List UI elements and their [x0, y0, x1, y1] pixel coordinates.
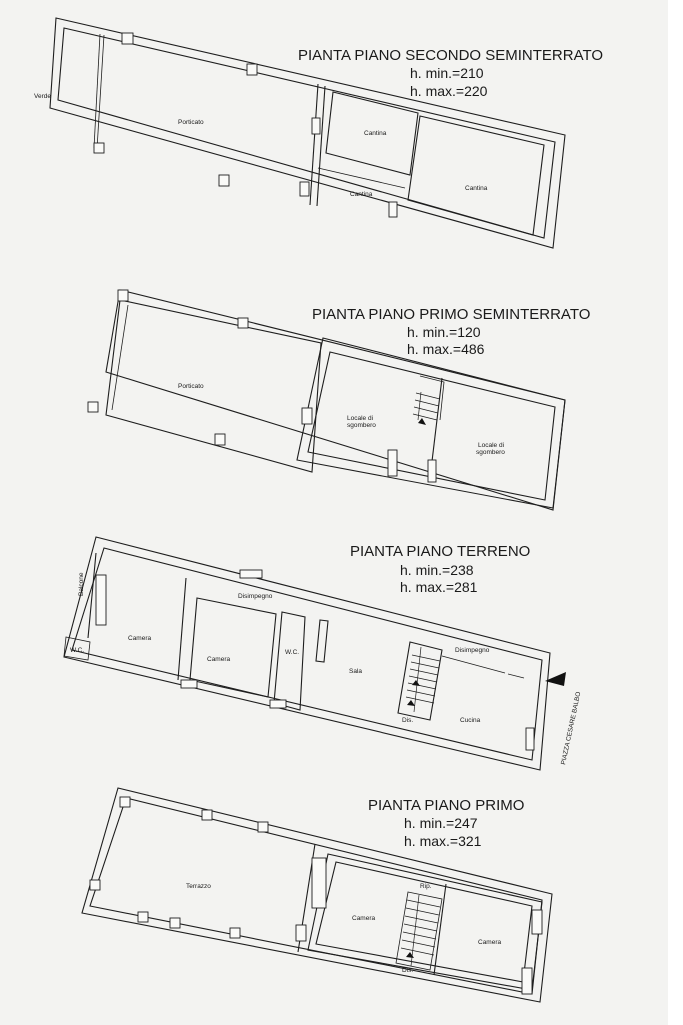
plan1-verde-divider-2: [97, 35, 104, 149]
height-min: h. min.=120: [407, 324, 481, 340]
plan4-stair: [401, 895, 440, 966]
room-label: [347, 415, 376, 429]
height-min: h. min.=247: [404, 815, 478, 831]
pillar: [170, 918, 180, 928]
height-min: h. min.=238: [400, 562, 474, 578]
plan2-stair: [413, 392, 440, 420]
plan-title: PIANTA PIANO SECONDO SEMINTERRATO: [298, 47, 604, 64]
pillar: [120, 797, 130, 807]
plan2-stair-case: [420, 376, 444, 420]
pillar: [428, 460, 436, 482]
plan2-outer-wall: [106, 290, 565, 510]
pillar: [122, 33, 133, 44]
plan-secondo-seminterrato: [34, 18, 603, 248]
room-label: Rip.: [420, 883, 432, 890]
street-label: PIAZZA CESARE BALBO: [560, 691, 583, 766]
window: [312, 858, 326, 908]
plan2-left-block: [106, 300, 321, 472]
pillar: [300, 182, 309, 196]
room-label: Disimpegno: [238, 593, 273, 600]
plan4-stair-box: [396, 892, 442, 970]
room-label-line1: Locale di: [347, 415, 374, 422]
window: [96, 575, 106, 625]
room-label: [476, 442, 506, 456]
stair-arrow: [407, 700, 415, 706]
room-label: Camera: [478, 939, 502, 946]
room-label: Disimpegno: [455, 647, 490, 654]
door: [181, 680, 197, 688]
plan1-cantina-wall-2: [317, 86, 325, 206]
room-label: Cantina: [465, 185, 488, 192]
pillar: [258, 822, 268, 832]
pillar: [202, 810, 212, 820]
room-label: Porticato: [178, 119, 204, 126]
room-label: Sala: [349, 668, 363, 675]
pillar: [388, 450, 397, 476]
room-label: Cantina: [364, 130, 387, 137]
pillar: [312, 118, 320, 134]
plan4-room-block: [308, 854, 542, 990]
room-label: Dis.: [402, 717, 414, 724]
plan2-right-block: [297, 338, 565, 508]
pillar: [94, 143, 104, 153]
room-label-line1: Locale di: [478, 442, 505, 449]
plan-title: PIANTA PIANO PRIMO: [368, 797, 525, 814]
room-label: Camera: [352, 915, 376, 922]
pillar: [238, 318, 248, 328]
height-max: h. max.=281: [400, 579, 478, 595]
plan1-cantina-large: [408, 116, 544, 235]
plan-title: PIANTA PIANO TERRENO: [350, 543, 531, 560]
plan3-camera2: [190, 598, 276, 697]
height-max: h. max.=321: [404, 833, 482, 849]
pillar: [389, 202, 397, 217]
room-label: Camera: [207, 656, 231, 663]
plan1-verde-divider: [94, 34, 100, 148]
room-label: Camera: [128, 635, 152, 642]
stair-arrow: [412, 680, 420, 686]
room-label: W.C.: [285, 649, 300, 656]
pillar: [230, 928, 240, 938]
pillar: [90, 880, 100, 890]
plan3-partition-2: [508, 674, 524, 678]
height-max: h. max.=486: [407, 341, 485, 357]
plan3-partition: [442, 656, 505, 673]
stair-arrow: [418, 418, 426, 425]
room-label: Cucina: [460, 717, 481, 724]
pillar: [138, 912, 148, 922]
pillar: [296, 925, 306, 941]
height-max: h. max.=220: [410, 83, 488, 99]
window: [522, 968, 532, 994]
plan3-pillar-block: [316, 620, 328, 662]
door: [270, 700, 286, 708]
room-label-line2: sgombero: [476, 449, 505, 456]
pillar: [247, 64, 257, 75]
room-label: Balcone: [78, 572, 85, 596]
room-label: Dis.: [402, 967, 414, 974]
room-label: Terrazzo: [186, 883, 211, 890]
room-label: Porticato: [178, 383, 204, 390]
pillar: [302, 408, 312, 424]
window: [526, 728, 534, 750]
plan-terreno: [64, 537, 582, 770]
pillar: [215, 434, 225, 445]
plan3-camera-wall: [178, 578, 186, 680]
room-label-line2: sgombero: [347, 422, 376, 429]
room-label: Cantina: [350, 191, 373, 198]
pillar: [219, 175, 229, 186]
plan3-wc: [274, 612, 305, 710]
plan-primo-seminterrato: [88, 290, 590, 510]
plan-title: PIANTA PIANO PRIMO SEMINTERRATO: [312, 306, 591, 323]
door: [240, 570, 262, 578]
height-min: h. min.=210: [410, 65, 484, 81]
window: [532, 910, 542, 934]
plan4-room-inner: [316, 862, 532, 982]
room-label: W.C.: [70, 647, 85, 654]
plan-primo: [82, 788, 552, 1002]
page-edge: [668, 0, 683, 1025]
pillar: [88, 402, 98, 412]
room-label: Verde: [34, 93, 51, 100]
pillar: [118, 290, 128, 301]
plan1-cantina-wall: [310, 84, 318, 205]
